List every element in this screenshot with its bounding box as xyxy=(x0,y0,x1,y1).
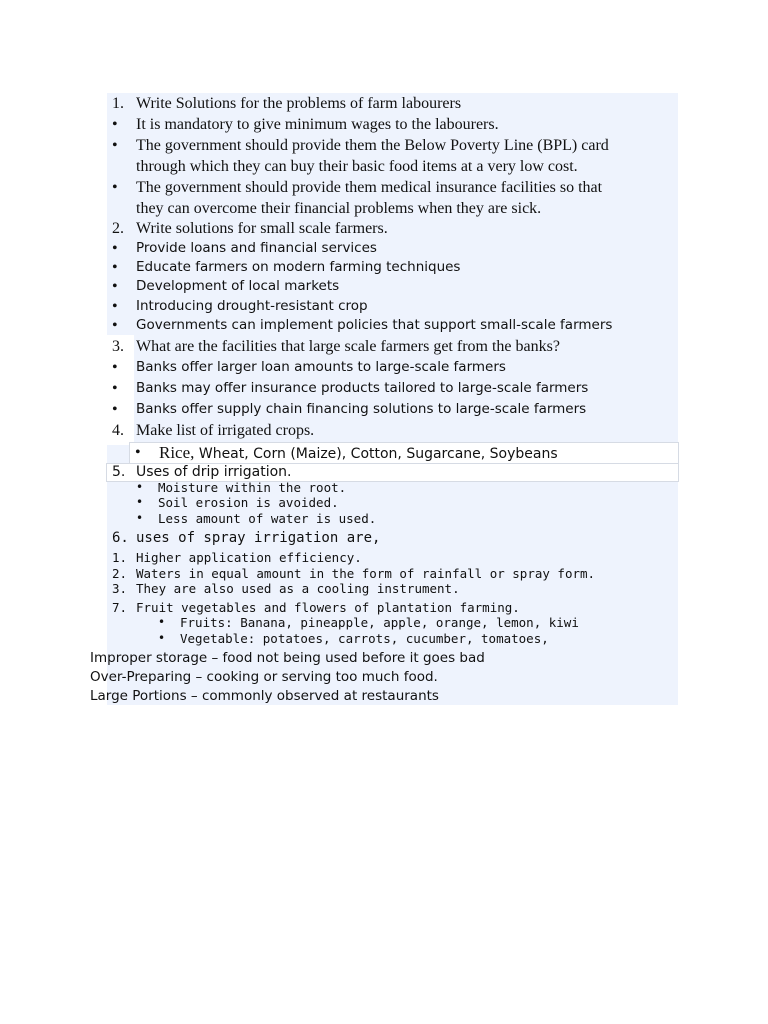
bullet-icon: • xyxy=(136,511,144,525)
bullet-icon: • xyxy=(136,495,144,509)
list-item: Fruits: Banana, pineapple, apple, orange, lemon, kiwi xyxy=(180,615,579,630)
list-item: Vegetable: potatoes, carrots, cucumber, tomatoes, xyxy=(180,631,549,646)
bullet-icon: • xyxy=(136,480,144,494)
bullet-icon: • xyxy=(112,179,118,196)
list-item: Waters in equal amount in the form of rainfall or spray form. xyxy=(136,566,596,581)
question-title: Make list of irrigated crops. xyxy=(136,422,315,439)
bullet-icon: • xyxy=(135,444,141,461)
list-item-continued: they can overcome their financial problems when they are sick. xyxy=(136,200,542,217)
bullet-icon: • xyxy=(112,317,118,334)
bullet-icon: • xyxy=(112,278,118,295)
list-item: The government should provide them medical insurance facilities so that xyxy=(136,179,603,196)
list-number: 2. xyxy=(112,566,128,581)
list-item: Banks offer supply chain financing solutions to large-scale farmers xyxy=(136,401,587,417)
question-title: uses of spray irrigation are, xyxy=(136,530,381,546)
question-title: What are the facilities that large scale farmers get from the banks? xyxy=(136,338,560,355)
list-item: Less amount of water is used. xyxy=(158,511,377,526)
list-item: The government should provide them the Below Poverty Line (BPL) card xyxy=(136,137,609,154)
question-title: Write solutions for small scale farmers. xyxy=(136,220,388,237)
list-number: 5. xyxy=(112,464,126,480)
bullet-icon: • xyxy=(112,259,118,276)
list-item-continued: through which they can buy their basic food items at a very low cost. xyxy=(136,158,578,175)
list-item: Soil erosion is avoided. xyxy=(158,495,339,510)
crop-first: Rice, xyxy=(159,443,195,462)
list-item: Educate farmers on modern farming techniques xyxy=(136,259,461,275)
question-title: Fruit vegetables and flowers of plantation farming. xyxy=(136,600,520,615)
question-title: Write Solutions for the problems of farm labourers xyxy=(136,95,462,112)
list-item: Higher application efficiency. xyxy=(136,550,362,565)
bullet-icon: • xyxy=(112,401,118,418)
list-item: They are also used as a cooling instrument. xyxy=(136,581,460,596)
list-item: Banks offer larger loan amounts to large-scale farmers xyxy=(136,359,506,375)
bullet-icon: • xyxy=(158,631,166,645)
list-item: Provide loans and financial services xyxy=(136,240,377,256)
list-number: 1. xyxy=(112,95,124,112)
bullet-icon: • xyxy=(158,615,166,629)
crop-list xyxy=(159,443,558,463)
list-item: Moisture within the root. xyxy=(158,480,347,495)
crop-rest: Wheat, Corn (Maize), Cotton, Sugarcane, Soybeans xyxy=(194,446,558,462)
list-number: 4. xyxy=(112,422,124,439)
list-item: Introducing drought-resistant crop xyxy=(136,298,368,314)
bullet-icon: • xyxy=(112,240,118,257)
list-number: 7. xyxy=(112,600,128,615)
question-title: Uses of drip irrigation. xyxy=(136,464,292,480)
list-item: Governments can implement policies that support small-scale farmers xyxy=(136,317,613,333)
bullet-icon: • xyxy=(112,380,118,397)
list-number: 6. xyxy=(112,530,129,546)
bullet-icon: • xyxy=(112,298,118,315)
list-number: 1. xyxy=(112,550,128,565)
list-item: It is mandatory to give minimum wages to the labourers. xyxy=(136,116,499,133)
bullet-icon: • xyxy=(112,116,118,133)
list-number: 3. xyxy=(112,338,124,355)
bullet-icon: • xyxy=(112,359,118,376)
list-number: 2. xyxy=(112,220,124,237)
waste-line: Improper storage – food not being used before it goes bad xyxy=(90,650,485,666)
list-item: Banks may offer insurance products tailored to large-scale farmers xyxy=(136,380,589,396)
list-number: 3. xyxy=(112,581,128,596)
waste-line: Large Portions – commonly observed at restaurants xyxy=(90,688,439,704)
list-item: Development of local markets xyxy=(136,278,340,294)
waste-line: Over-Preparing – cooking or serving too much food. xyxy=(90,669,438,685)
bullet-icon: • xyxy=(112,137,118,154)
